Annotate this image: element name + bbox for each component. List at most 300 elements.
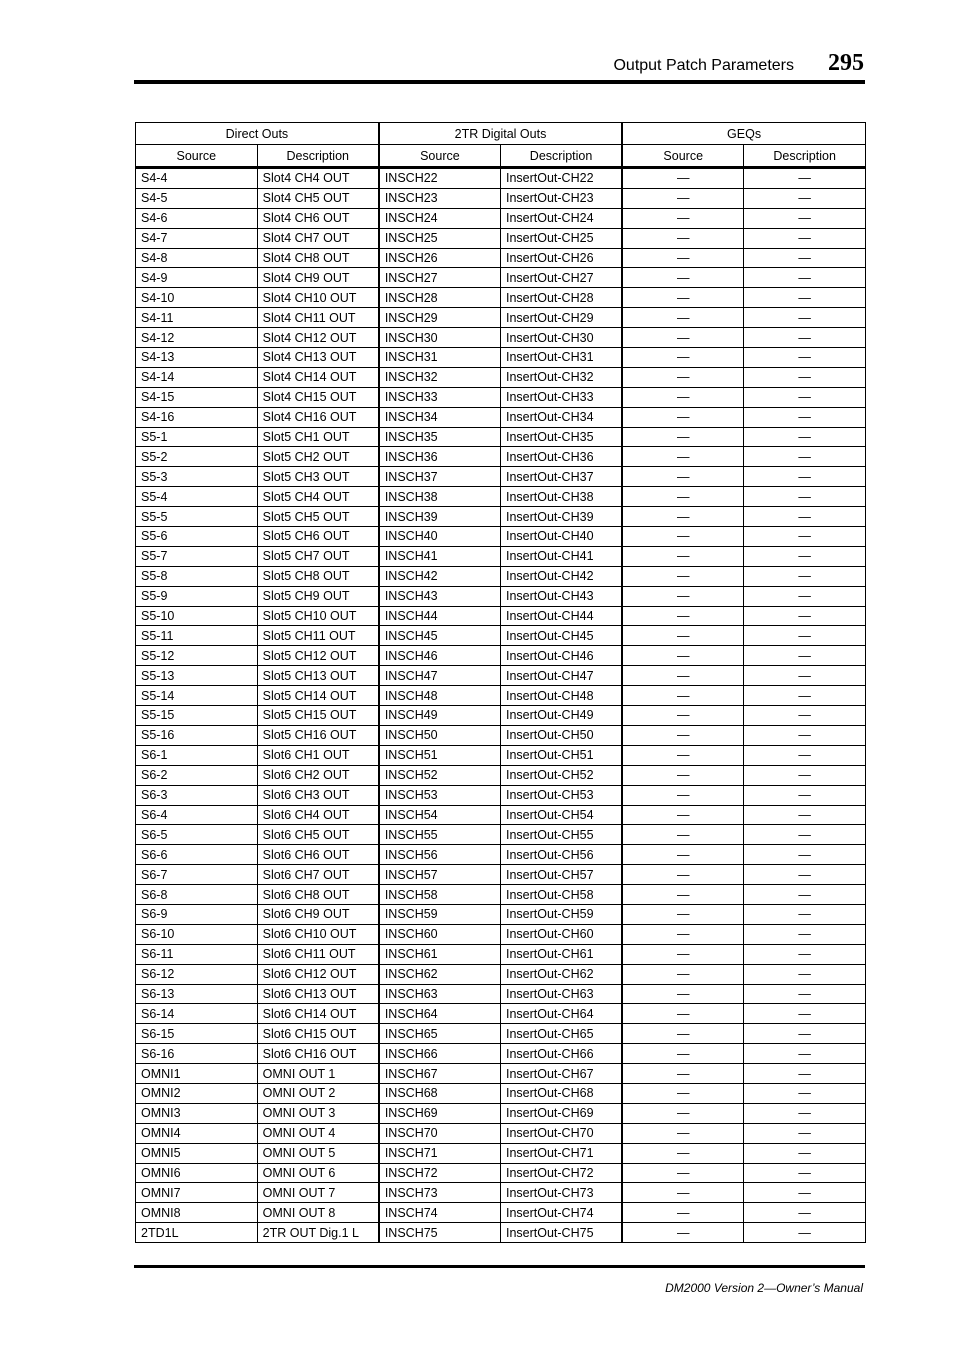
- table-cell: —: [744, 785, 866, 805]
- table-cell: InsertOut-CH65: [500, 1024, 622, 1044]
- table-cell: INSCH55: [379, 825, 501, 845]
- table-cell: S6-8: [136, 885, 258, 905]
- table-cell: InsertOut-CH49: [500, 706, 622, 726]
- table-cell: Slot5 CH1 OUT: [257, 427, 379, 447]
- table-cell: INSCH44: [379, 606, 501, 626]
- table-row: [136, 348, 866, 368]
- table-cell: Slot5 CH16 OUT: [257, 725, 379, 745]
- table-cell: Slot6 CH1 OUT: [257, 745, 379, 765]
- table-cell: OMNI OUT 7: [257, 1183, 379, 1203]
- table-cell: —: [744, 228, 866, 248]
- table-cell: Slot6 CH13 OUT: [257, 984, 379, 1004]
- table-cell: —: [622, 885, 744, 905]
- table-row: [136, 288, 866, 308]
- table-cell: —: [744, 467, 866, 487]
- table-cell: —: [622, 1123, 744, 1143]
- table-row: [136, 606, 866, 626]
- table-cell: —: [744, 805, 866, 825]
- table-cell: —: [744, 1223, 866, 1243]
- table-cell: —: [744, 288, 866, 308]
- table-cell: INSCH61: [379, 944, 501, 964]
- table-cell: —: [744, 1083, 866, 1103]
- table-cell: OMNI8: [136, 1203, 258, 1223]
- table-cell: —: [622, 745, 744, 765]
- table-cell: InsertOut-CH45: [500, 626, 622, 646]
- table-row: [136, 1223, 866, 1243]
- table-cell: OMNI OUT 3: [257, 1103, 379, 1123]
- table-cell: —: [744, 527, 866, 547]
- column-header: Source: [379, 145, 501, 168]
- table-cell: —: [744, 248, 866, 268]
- group-header: 2TR Digital Outs: [379, 123, 622, 145]
- table-row: [136, 507, 866, 527]
- table-cell: —: [622, 805, 744, 825]
- table-cell: InsertOut-CH34: [500, 407, 622, 427]
- table-cell: Slot6 CH10 OUT: [257, 924, 379, 944]
- table-cell: Slot6 CH9 OUT: [257, 904, 379, 924]
- table-cell: —: [622, 1103, 744, 1123]
- table-row: [136, 1183, 866, 1203]
- table-row: [136, 1024, 866, 1044]
- table-row: [136, 1044, 866, 1064]
- table-cell: InsertOut-CH37: [500, 467, 622, 487]
- table-cell: —: [622, 586, 744, 606]
- table-cell: 2TR OUT Dig.1 L: [257, 1223, 379, 1243]
- table-row: [136, 387, 866, 407]
- table-cell: INSCH25: [379, 228, 501, 248]
- table-cell: —: [622, 1163, 744, 1183]
- table-cell: —: [622, 765, 744, 785]
- table-cell: —: [744, 845, 866, 865]
- table-cell: INSCH65: [379, 1024, 501, 1044]
- table-cell: Slot6 CH6 OUT: [257, 845, 379, 865]
- table-cell: InsertOut-CH75: [500, 1223, 622, 1243]
- table-cell: InsertOut-CH31: [500, 348, 622, 368]
- table-cell: —: [744, 1123, 866, 1143]
- table-row: [136, 785, 866, 805]
- table-cell: —: [622, 527, 744, 547]
- table-cell: INSCH33: [379, 387, 501, 407]
- table-cell: —: [622, 367, 744, 387]
- table-cell: S5-2: [136, 447, 258, 467]
- table-cell: —: [744, 546, 866, 566]
- table-cell: —: [744, 1183, 866, 1203]
- table-cell: S5-11: [136, 626, 258, 646]
- table-cell: OMNI OUT 2: [257, 1083, 379, 1103]
- table-cell: InsertOut-CH46: [500, 646, 622, 666]
- table-cell: InsertOut-CH33: [500, 387, 622, 407]
- table-cell: —: [622, 288, 744, 308]
- table-cell: —: [622, 1044, 744, 1064]
- table-row: [136, 924, 866, 944]
- table-cell: Slot4 CH7 OUT: [257, 228, 379, 248]
- table-cell: Slot4 CH6 OUT: [257, 208, 379, 228]
- table-cell: S5-10: [136, 606, 258, 626]
- table-row: [136, 248, 866, 268]
- table-cell: Slot4 CH10 OUT: [257, 288, 379, 308]
- table-row: [136, 527, 866, 547]
- table-cell: —: [744, 407, 866, 427]
- table-cell: INSCH74: [379, 1203, 501, 1223]
- table-cell: INSCH42: [379, 566, 501, 586]
- table-body: [136, 168, 866, 1243]
- table-cell: S5-6: [136, 527, 258, 547]
- table-cell: Slot6 CH5 OUT: [257, 825, 379, 845]
- table-row: [136, 546, 866, 566]
- table-cell: InsertOut-CH52: [500, 765, 622, 785]
- table-cell: InsertOut-CH73: [500, 1183, 622, 1203]
- table-cell: Slot6 CH2 OUT: [257, 765, 379, 785]
- table-row: [136, 845, 866, 865]
- table-cell: InsertOut-CH27: [500, 268, 622, 288]
- table-cell: —: [744, 626, 866, 646]
- table-cell: —: [744, 606, 866, 626]
- table-cell: InsertOut-CH72: [500, 1163, 622, 1183]
- table-cell: Slot6 CH16 OUT: [257, 1044, 379, 1064]
- table-cell: InsertOut-CH64: [500, 1004, 622, 1024]
- table-cell: S6-14: [136, 1004, 258, 1024]
- table-cell: InsertOut-CH29: [500, 308, 622, 328]
- table-row: [136, 1143, 866, 1163]
- table-cell: —: [622, 964, 744, 984]
- table-cell: —: [622, 308, 744, 328]
- table-cell: INSCH29: [379, 308, 501, 328]
- table-cell: —: [622, 924, 744, 944]
- table-cell: —: [744, 328, 866, 348]
- table-cell: INSCH63: [379, 984, 501, 1004]
- table-cell: INSCH57: [379, 865, 501, 885]
- table-cell: InsertOut-CH57: [500, 865, 622, 885]
- table-cell: OMNI OUT 8: [257, 1203, 379, 1223]
- table-cell: INSCH28: [379, 288, 501, 308]
- table-cell: S5-5: [136, 507, 258, 527]
- table-cell: —: [622, 427, 744, 447]
- table-row: [136, 984, 866, 1004]
- table-row: [136, 904, 866, 924]
- table-cell: S4-13: [136, 348, 258, 368]
- table-cell: Slot4 CH4 OUT: [257, 168, 379, 189]
- table-row: [136, 168, 866, 189]
- column-header: Description: [257, 145, 379, 168]
- table-cell: OMNI5: [136, 1143, 258, 1163]
- output-patch-table: [135, 122, 866, 1243]
- table-cell: InsertOut-CH42: [500, 566, 622, 586]
- table-cell: InsertOut-CH67: [500, 1064, 622, 1084]
- table-row: [136, 566, 866, 586]
- table-cell: InsertOut-CH40: [500, 527, 622, 547]
- table-cell: Slot6 CH3 OUT: [257, 785, 379, 805]
- table-cell: —: [744, 825, 866, 845]
- table-cell: Slot4 CH12 OUT: [257, 328, 379, 348]
- table-cell: —: [622, 447, 744, 467]
- table-cell: —: [622, 725, 744, 745]
- table-cell: S6-3: [136, 785, 258, 805]
- column-header: Description: [744, 145, 866, 168]
- footer-rule: [134, 1265, 865, 1268]
- table-row: [136, 228, 866, 248]
- table-row: [136, 626, 866, 646]
- table-cell: InsertOut-CH36: [500, 447, 622, 467]
- table-cell: S6-13: [136, 984, 258, 1004]
- table-row: [136, 805, 866, 825]
- table-cell: —: [744, 1044, 866, 1064]
- column-header: Source: [622, 145, 744, 168]
- table-cell: InsertOut-CH68: [500, 1083, 622, 1103]
- table-cell: INSCH31: [379, 348, 501, 368]
- table-cell: OMNI OUT 1: [257, 1064, 379, 1084]
- table-cell: S4-14: [136, 367, 258, 387]
- table-cell: —: [622, 348, 744, 368]
- table-cell: INSCH24: [379, 208, 501, 228]
- table-cell: S5-16: [136, 725, 258, 745]
- table-cell: —: [622, 1183, 744, 1203]
- table-cell: OMNI3: [136, 1103, 258, 1123]
- table-cell: S4-10: [136, 288, 258, 308]
- table-cell: —: [622, 208, 744, 228]
- table-cell: —: [622, 606, 744, 626]
- table-row: [136, 208, 866, 228]
- table-cell: 2TD1L: [136, 1223, 258, 1243]
- table-cell: INSCH73: [379, 1183, 501, 1203]
- table-cell: OMNI6: [136, 1163, 258, 1183]
- table-cell: Slot5 CH10 OUT: [257, 606, 379, 626]
- table-cell: —: [744, 924, 866, 944]
- table-cell: Slot5 CH11 OUT: [257, 626, 379, 646]
- table-cell: INSCH75: [379, 1223, 501, 1243]
- page-header-title: Output Patch Parameters: [613, 57, 794, 74]
- header-rule: [134, 80, 865, 84]
- table-cell: Slot5 CH2 OUT: [257, 447, 379, 467]
- table-cell: S4-12: [136, 328, 258, 348]
- table-cell: —: [744, 1203, 866, 1223]
- table-cell: Slot4 CH15 OUT: [257, 387, 379, 407]
- table-cell: INSCH52: [379, 765, 501, 785]
- table-cell: S4-11: [136, 308, 258, 328]
- table-cell: S6-10: [136, 924, 258, 944]
- table-cell: —: [744, 586, 866, 606]
- table-cell: S5-1: [136, 427, 258, 447]
- table-cell: —: [622, 188, 744, 208]
- table-cell: INSCH26: [379, 248, 501, 268]
- table-cell: —: [744, 507, 866, 527]
- table-cell: —: [622, 1004, 744, 1024]
- column-header-row: [136, 145, 866, 168]
- table-cell: —: [744, 208, 866, 228]
- table-cell: —: [744, 666, 866, 686]
- group-header-row: [136, 123, 866, 145]
- table-cell: —: [744, 706, 866, 726]
- table-cell: S4-5: [136, 188, 258, 208]
- table-cell: InsertOut-CH71: [500, 1143, 622, 1163]
- table-cell: —: [622, 467, 744, 487]
- table-cell: InsertOut-CH43: [500, 586, 622, 606]
- table-cell: InsertOut-CH59: [500, 904, 622, 924]
- table-cell: Slot5 CH7 OUT: [257, 546, 379, 566]
- table-cell: S6-5: [136, 825, 258, 845]
- table-cell: INSCH37: [379, 467, 501, 487]
- table-row: [136, 725, 866, 745]
- table-cell: S6-1: [136, 745, 258, 765]
- table-cell: Slot4 CH5 OUT: [257, 188, 379, 208]
- table-cell: S5-4: [136, 487, 258, 507]
- table-cell: Slot5 CH6 OUT: [257, 527, 379, 547]
- table-cell: INSCH54: [379, 805, 501, 825]
- table-cell: —: [744, 1024, 866, 1044]
- table-cell: —: [622, 228, 744, 248]
- table-cell: —: [744, 487, 866, 507]
- table-cell: —: [744, 566, 866, 586]
- table-row: [136, 407, 866, 427]
- table-row: [136, 686, 866, 706]
- table-cell: —: [744, 1103, 866, 1123]
- table-cell: —: [744, 1064, 866, 1084]
- table-cell: —: [622, 328, 744, 348]
- table-cell: INSCH71: [379, 1143, 501, 1163]
- table-row: [136, 268, 866, 288]
- table-cell: InsertOut-CH26: [500, 248, 622, 268]
- table-row: [136, 188, 866, 208]
- table-cell: —: [744, 268, 866, 288]
- table-cell: INSCH68: [379, 1083, 501, 1103]
- table-cell: —: [744, 646, 866, 666]
- table-cell: InsertOut-CH32: [500, 367, 622, 387]
- table-cell: InsertOut-CH58: [500, 885, 622, 905]
- table-cell: InsertOut-CH30: [500, 328, 622, 348]
- table-row: [136, 367, 866, 387]
- table-cell: —: [744, 1004, 866, 1024]
- table-cell: INSCH36: [379, 447, 501, 467]
- table-cell: —: [622, 248, 744, 268]
- table-cell: S6-6: [136, 845, 258, 865]
- table-cell: OMNI OUT 4: [257, 1123, 379, 1143]
- table-cell: INSCH58: [379, 885, 501, 905]
- table-cell: S4-8: [136, 248, 258, 268]
- table-cell: InsertOut-CH60: [500, 924, 622, 944]
- table-cell: Slot5 CH4 OUT: [257, 487, 379, 507]
- table-cell: —: [744, 427, 866, 447]
- table-cell: S4-16: [136, 407, 258, 427]
- table-cell: INSCH50: [379, 725, 501, 745]
- table-cell: InsertOut-CH24: [500, 208, 622, 228]
- table-cell: —: [744, 885, 866, 905]
- table-row: [136, 427, 866, 447]
- table-cell: InsertOut-CH25: [500, 228, 622, 248]
- table-cell: —: [622, 1203, 744, 1223]
- table-cell: INSCH47: [379, 666, 501, 686]
- table-row: [136, 586, 866, 606]
- table-cell: —: [622, 865, 744, 885]
- table-row: [136, 1064, 866, 1084]
- table-cell: INSCH38: [379, 487, 501, 507]
- table-cell: S6-16: [136, 1044, 258, 1064]
- table-row: [136, 467, 866, 487]
- table-row: [136, 1083, 866, 1103]
- table-cell: INSCH35: [379, 427, 501, 447]
- table-cell: Slot5 CH9 OUT: [257, 586, 379, 606]
- table-cell: —: [622, 666, 744, 686]
- table-cell: —: [744, 1143, 866, 1163]
- table-cell: Slot6 CH15 OUT: [257, 1024, 379, 1044]
- table-cell: S4-4: [136, 168, 258, 189]
- table-cell: S6-12: [136, 964, 258, 984]
- table-cell: S4-7: [136, 228, 258, 248]
- table-cell: INSCH69: [379, 1103, 501, 1123]
- table-cell: InsertOut-CH47: [500, 666, 622, 686]
- table-cell: InsertOut-CH70: [500, 1123, 622, 1143]
- table-cell: S5-3: [136, 467, 258, 487]
- table-row: [136, 1103, 866, 1123]
- table-cell: —: [622, 825, 744, 845]
- table-cell: —: [622, 1143, 744, 1163]
- table-cell: InsertOut-CH61: [500, 944, 622, 964]
- table-cell: —: [744, 984, 866, 1004]
- table-cell: Slot6 CH4 OUT: [257, 805, 379, 825]
- table-cell: S5-12: [136, 646, 258, 666]
- table-cell: InsertOut-CH48: [500, 686, 622, 706]
- table-cell: InsertOut-CH35: [500, 427, 622, 447]
- table-row: [136, 865, 866, 885]
- table-cell: INSCH34: [379, 407, 501, 427]
- table-cell: —: [744, 765, 866, 785]
- table-cell: —: [622, 507, 744, 527]
- table-cell: —: [744, 686, 866, 706]
- table-cell: InsertOut-CH51: [500, 745, 622, 765]
- table-row: [136, 885, 866, 905]
- table-cell: Slot5 CH15 OUT: [257, 706, 379, 726]
- table-cell: InsertOut-CH66: [500, 1044, 622, 1064]
- table-cell: INSCH67: [379, 1064, 501, 1084]
- table-cell: —: [622, 785, 744, 805]
- table-cell: Slot6 CH11 OUT: [257, 944, 379, 964]
- table-cell: Slot5 CH14 OUT: [257, 686, 379, 706]
- table-cell: Slot5 CH5 OUT: [257, 507, 379, 527]
- table-cell: OMNI4: [136, 1123, 258, 1143]
- table-cell: Slot4 CH16 OUT: [257, 407, 379, 427]
- table-cell: InsertOut-CH44: [500, 606, 622, 626]
- table-cell: S6-4: [136, 805, 258, 825]
- table-row: [136, 1203, 866, 1223]
- table-row: [136, 646, 866, 666]
- table-cell: —: [622, 646, 744, 666]
- table-cell: INSCH45: [379, 626, 501, 646]
- table-cell: —: [622, 1024, 744, 1044]
- table-row: [136, 745, 866, 765]
- table-row: [136, 308, 866, 328]
- table-cell: InsertOut-CH39: [500, 507, 622, 527]
- table-cell: Slot6 CH14 OUT: [257, 1004, 379, 1024]
- table-cell: InsertOut-CH74: [500, 1203, 622, 1223]
- table-row: [136, 1163, 866, 1183]
- table-cell: —: [744, 944, 866, 964]
- table-cell: S5-14: [136, 686, 258, 706]
- table-cell: INSCH22: [379, 168, 501, 189]
- table-cell: INSCH64: [379, 1004, 501, 1024]
- table-cell: INSCH53: [379, 785, 501, 805]
- table-cell: Slot5 CH8 OUT: [257, 566, 379, 586]
- table-cell: INSCH59: [379, 904, 501, 924]
- table-cell: INSCH30: [379, 328, 501, 348]
- table-row: [136, 825, 866, 845]
- table-cell: S6-11: [136, 944, 258, 964]
- table-cell: InsertOut-CH38: [500, 487, 622, 507]
- table-cell: Slot4 CH13 OUT: [257, 348, 379, 368]
- table-cell: InsertOut-CH53: [500, 785, 622, 805]
- table-cell: OMNI2: [136, 1083, 258, 1103]
- table-cell: —: [744, 904, 866, 924]
- table-cell: Slot4 CH9 OUT: [257, 268, 379, 288]
- table-cell: —: [744, 1163, 866, 1183]
- table-cell: S6-7: [136, 865, 258, 885]
